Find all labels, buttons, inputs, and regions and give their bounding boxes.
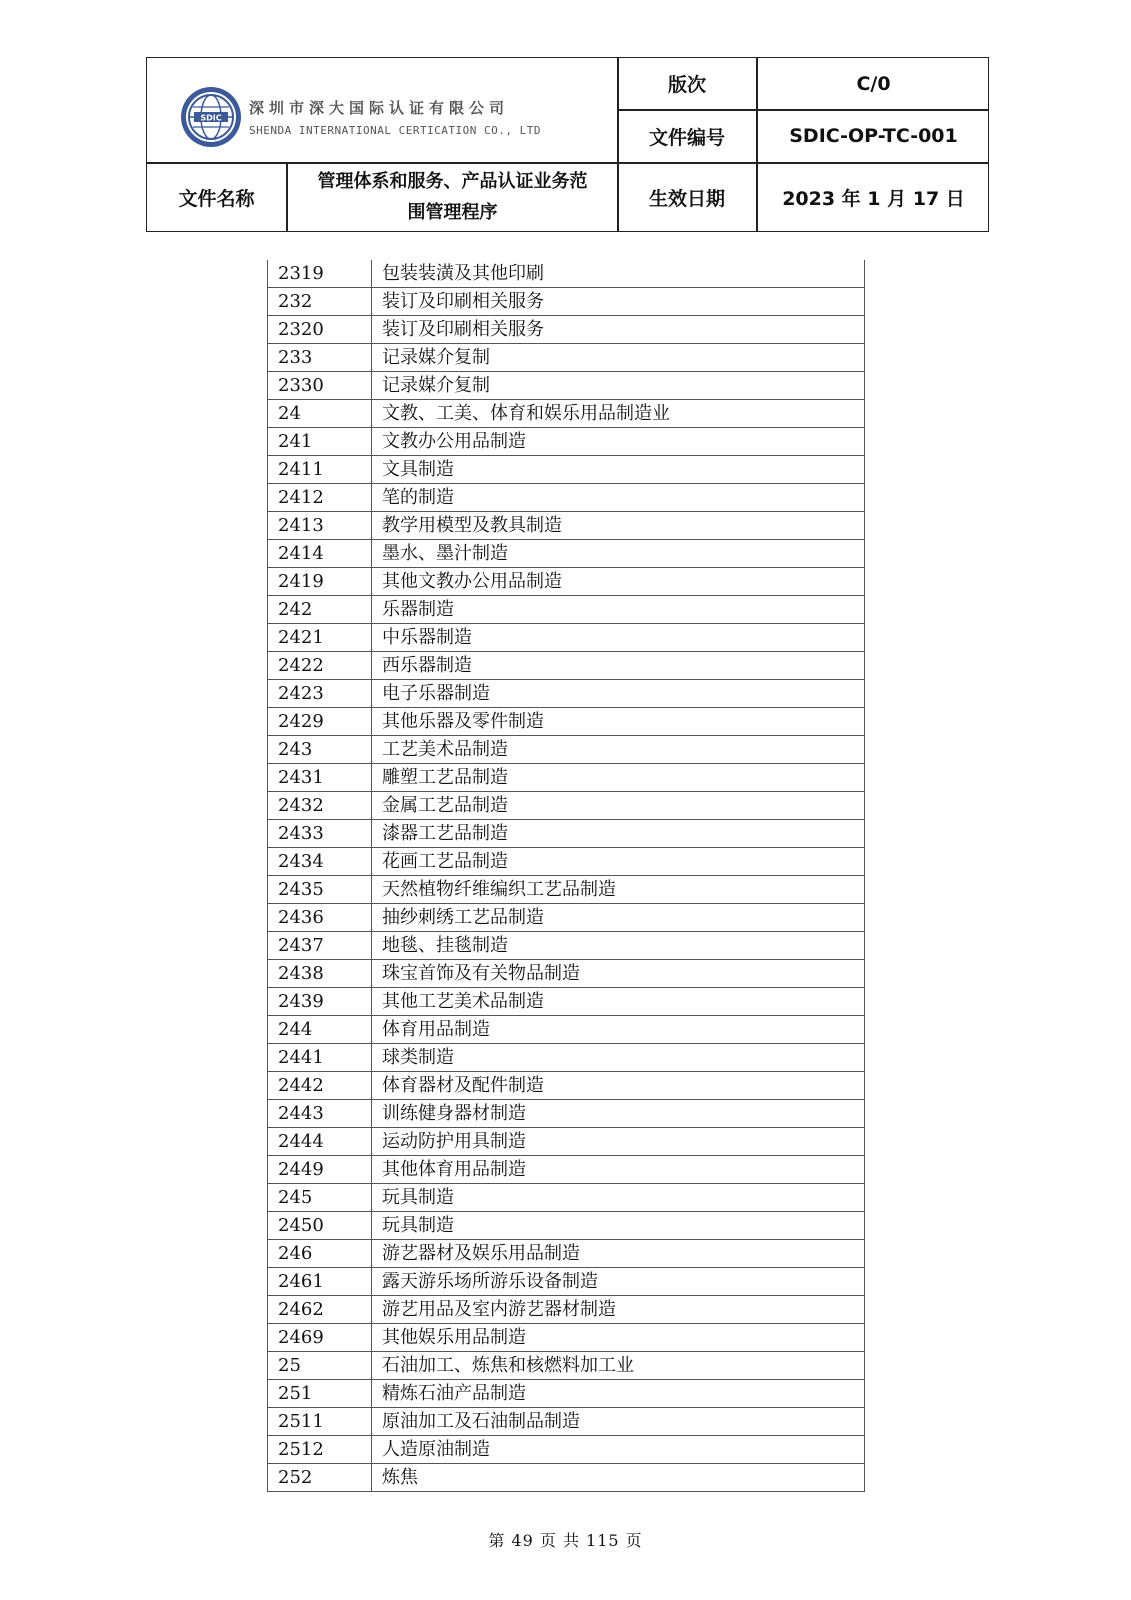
- doc-no-value: SDIC-OP-TC-001: [789, 125, 958, 147]
- category-name: 西乐器制造: [372, 652, 865, 680]
- category-code: 2442: [268, 1072, 372, 1100]
- table-row: [268, 1072, 865, 1100]
- category-code: 233: [268, 344, 372, 372]
- effective-date-value: 2023 年 1 月 17 日: [782, 187, 965, 210]
- category-name: 装订及印刷相关服务: [372, 288, 865, 316]
- table-row: [268, 1352, 865, 1380]
- table-row: [268, 484, 865, 512]
- category-code: 243: [268, 736, 372, 764]
- category-code: 246: [268, 1240, 372, 1268]
- category-name: 其他乐器及零件制造: [372, 708, 865, 736]
- category-name: 玩具制造: [372, 1212, 865, 1240]
- category-name: 石油加工、炼焦和核燃料加工业: [372, 1352, 865, 1380]
- category-name: 金属工艺品制造: [372, 792, 865, 820]
- category-code: 2441: [268, 1044, 372, 1072]
- table-row: [268, 960, 865, 988]
- table-row: [268, 764, 865, 792]
- category-code: 251: [268, 1380, 372, 1408]
- category-name: 运动防护用具制造: [372, 1128, 865, 1156]
- doc-name-label: 文件名称: [178, 187, 255, 210]
- table-row: [268, 1128, 865, 1156]
- table-row: [268, 1296, 865, 1324]
- category-name: 包装装潢及其他印刷: [372, 260, 865, 288]
- table-row: [268, 1212, 865, 1240]
- category-name: 文教、工美、体育和娱乐用品制造业: [372, 400, 865, 428]
- table-row: [268, 792, 865, 820]
- category-code: 2432: [268, 792, 372, 820]
- table-row: [268, 1184, 865, 1212]
- category-code: 2413: [268, 512, 372, 540]
- table-row: [268, 680, 865, 708]
- category-name: 漆器工艺品制造: [372, 820, 865, 848]
- table-row: [268, 652, 865, 680]
- table-row: [268, 596, 865, 624]
- category-code: 24: [268, 400, 372, 428]
- category-name: 其他文教办公用品制造: [372, 568, 865, 596]
- category-name: 天然植物纤维编织工艺品制造: [372, 876, 865, 904]
- category-code: 2411: [268, 456, 372, 484]
- table-row: [268, 568, 865, 596]
- category-name: 记录媒介复制: [372, 372, 865, 400]
- document-header: [146, 57, 989, 232]
- category-code: 2443: [268, 1100, 372, 1128]
- category-code: 2436: [268, 904, 372, 932]
- category-name: 地毯、挂毯制造: [372, 932, 865, 960]
- doc-name-line: 管理体系和服务、产品认证业务范: [317, 171, 588, 192]
- category-name: 文具制造: [372, 456, 865, 484]
- business-scope-table: [267, 260, 865, 1492]
- category-name: 人造原油制造: [372, 1436, 865, 1464]
- category-name: 墨水、墨汁制造: [372, 540, 865, 568]
- version-value: C/0: [856, 72, 891, 95]
- category-name: 抽纱刺绣工艺品制造: [372, 904, 865, 932]
- category-name: 电子乐器制造: [372, 680, 865, 708]
- category-name: 雕塑工艺品制造: [372, 764, 865, 792]
- company-logo: [179, 80, 599, 154]
- table-row: [268, 820, 865, 848]
- category-name: 炼焦: [372, 1464, 865, 1492]
- logo-text: SDIC: [200, 113, 222, 123]
- company-name-cn: 深圳市深大国际认证有限公司: [249, 99, 510, 117]
- table-row: [268, 932, 865, 960]
- category-code: 2433: [268, 820, 372, 848]
- category-name: 原油加工及石油制品制造: [372, 1408, 865, 1436]
- category-code: 2419: [268, 568, 372, 596]
- table-row: [268, 624, 865, 652]
- scope-table-body: [268, 260, 865, 1492]
- table-row: [268, 316, 865, 344]
- version-label: 版次: [667, 74, 706, 96]
- table-row: [268, 260, 865, 288]
- category-name: 中乐器制造: [372, 624, 865, 652]
- category-name: 游艺用品及室内游艺器材制造: [372, 1296, 865, 1324]
- category-name: 其他体育用品制造: [372, 1156, 865, 1184]
- table-row: [268, 1464, 865, 1492]
- table-row: [268, 1100, 865, 1128]
- category-code: 2462: [268, 1296, 372, 1324]
- category-code: 2461: [268, 1268, 372, 1296]
- category-name: 体育用品制造: [372, 1016, 865, 1044]
- category-code: 2422: [268, 652, 372, 680]
- table-row: [268, 1408, 865, 1436]
- table-row: [268, 708, 865, 736]
- category-code: 2414: [268, 540, 372, 568]
- category-code: 2431: [268, 764, 372, 792]
- category-code: 2421: [268, 624, 372, 652]
- category-code: 245: [268, 1184, 372, 1212]
- category-name: 露天游乐场所游乐设备制造: [372, 1268, 865, 1296]
- category-name: 其他工艺美术品制造: [372, 988, 865, 1016]
- company-name: [249, 97, 541, 137]
- category-name: 游艺器材及娱乐用品制造: [372, 1240, 865, 1268]
- table-row: [268, 372, 865, 400]
- category-code: 2469: [268, 1324, 372, 1352]
- table-row: [268, 1380, 865, 1408]
- page-number: 第 49 页 共 115 页: [488, 1531, 643, 1550]
- category-name: 教学用模型及教具制造: [372, 512, 865, 540]
- table-row: [268, 1436, 865, 1464]
- doc-no-label: 文件编号: [648, 126, 725, 149]
- category-code: 2450: [268, 1212, 372, 1240]
- table-row: [268, 1324, 865, 1352]
- table-row: [268, 904, 865, 932]
- table-row: [268, 512, 865, 540]
- category-name: 记录媒介复制: [372, 344, 865, 372]
- category-code: 2435: [268, 876, 372, 904]
- category-name: 玩具制造: [372, 1184, 865, 1212]
- category-code: 2438: [268, 960, 372, 988]
- table-row: [268, 1044, 865, 1072]
- table-row: [268, 1268, 865, 1296]
- category-code: 2512: [268, 1436, 372, 1464]
- category-name: 珠宝首饰及有关物品制造: [372, 960, 865, 988]
- category-code: 2330: [268, 372, 372, 400]
- category-code: 2444: [268, 1128, 372, 1156]
- category-code: 2320: [268, 316, 372, 344]
- category-name: 文教办公用品制造: [372, 428, 865, 456]
- category-name: 乐器制造: [372, 596, 865, 624]
- category-name: 精炼石油产品制造: [372, 1380, 865, 1408]
- category-name: 笔的制造: [372, 484, 865, 512]
- table-row: [268, 848, 865, 876]
- category-code: 244: [268, 1016, 372, 1044]
- category-name: 其他娱乐用品制造: [372, 1324, 865, 1352]
- table-row: [268, 428, 865, 456]
- table-row: [268, 344, 865, 372]
- category-name: 装订及印刷相关服务: [372, 316, 865, 344]
- category-code: 242: [268, 596, 372, 624]
- category-code: 2423: [268, 680, 372, 708]
- table-row: [268, 876, 865, 904]
- category-name: 训练健身器材制造: [372, 1100, 865, 1128]
- company-name-en: SHENDA INTERNATIONAL CERTICATION CO., LTD: [249, 124, 542, 137]
- category-code: 2449: [268, 1156, 372, 1184]
- effective-date-label: 生效日期: [648, 187, 725, 210]
- category-code: 232: [268, 288, 372, 316]
- globe-logo-icon: [179, 85, 243, 149]
- table-row: [268, 456, 865, 484]
- category-code: 2319: [268, 260, 372, 288]
- category-code: 252: [268, 1464, 372, 1492]
- category-code: 25: [268, 1352, 372, 1380]
- category-code: 2412: [268, 484, 372, 512]
- category-code: 241: [268, 428, 372, 456]
- doc-name-value: [288, 163, 617, 231]
- table-row: [268, 1240, 865, 1268]
- category-name: 体育器材及配件制造: [372, 1072, 865, 1100]
- category-code: 2437: [268, 932, 372, 960]
- table-row: [268, 540, 865, 568]
- doc-name-line: 围管理程序: [407, 202, 498, 223]
- category-name: 球类制造: [372, 1044, 865, 1072]
- category-code: 2434: [268, 848, 372, 876]
- category-name: 工艺美术品制造: [372, 736, 865, 764]
- table-row: [268, 1016, 865, 1044]
- table-row: [268, 1156, 865, 1184]
- category-code: 2429: [268, 708, 372, 736]
- table-row: [268, 400, 865, 428]
- table-row: [268, 288, 865, 316]
- table-row: [268, 988, 865, 1016]
- table-row: [268, 736, 865, 764]
- category-name: 花画工艺品制造: [372, 848, 865, 876]
- category-code: 2511: [268, 1408, 372, 1436]
- category-code: 2439: [268, 988, 372, 1016]
